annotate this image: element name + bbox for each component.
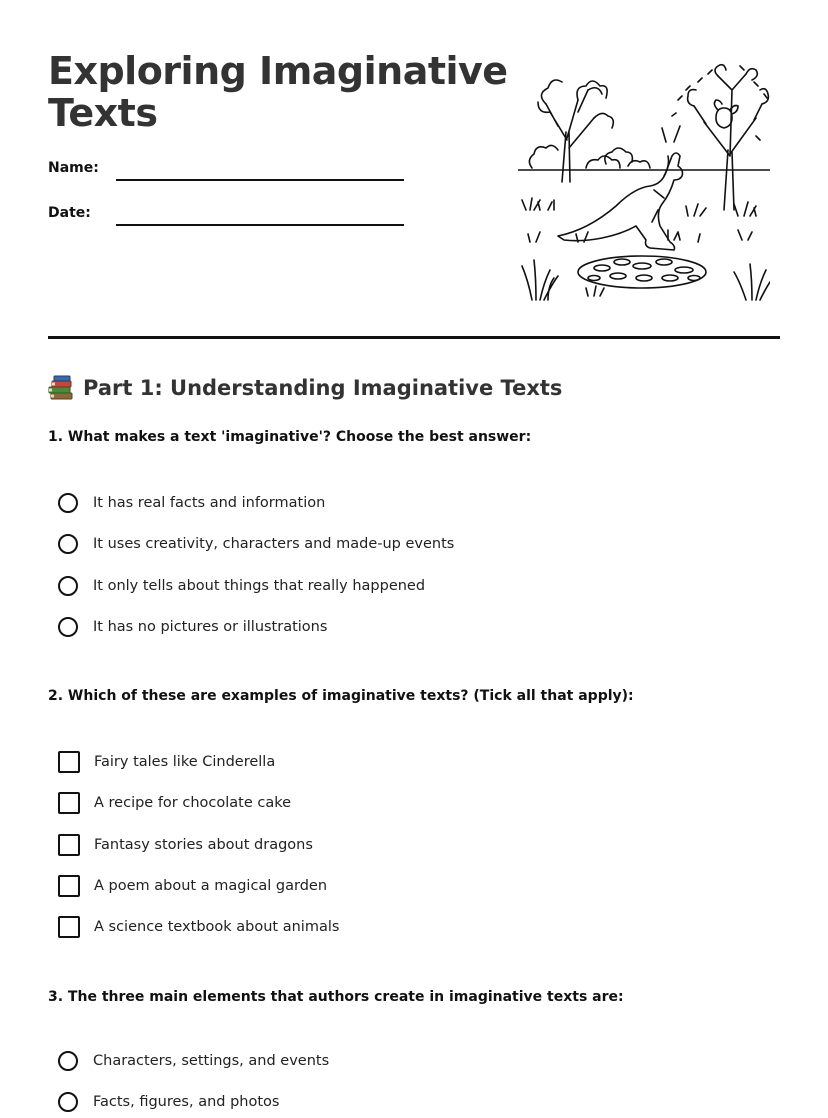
- part-1-heading: [48, 374, 562, 402]
- worksheet-title: [48, 50, 508, 134]
- radio-button[interactable]: [58, 1051, 78, 1071]
- q1-option-3[interactable]: [58, 573, 425, 599]
- q1-option-2[interactable]: [58, 531, 454, 557]
- radio-button[interactable]: [58, 1092, 78, 1112]
- option-label: Facts, figures, and photos: [93, 1094, 280, 1110]
- part-1-title: Part 1: Understanding Imaginative Texts: [83, 376, 563, 400]
- radio-button[interactable]: [58, 534, 78, 554]
- checkbox[interactable]: [58, 751, 80, 773]
- checkbox[interactable]: [58, 834, 80, 856]
- name-label: Name:: [48, 160, 99, 176]
- option-label: A recipe for chocolate cake: [94, 795, 292, 811]
- q2-option-2[interactable]: [58, 790, 291, 816]
- checkbox[interactable]: [58, 875, 80, 897]
- q2-option-4[interactable]: [58, 873, 327, 899]
- option-label: Fantasy stories about dragons: [94, 837, 313, 853]
- q2-option-3[interactable]: [58, 832, 313, 858]
- question-1: 1. What makes a text 'imaginative'? Choose the best answer:: [48, 429, 532, 445]
- option-label: It uses creativity, characters and made-up events: [93, 536, 455, 552]
- name-line[interactable]: [116, 179, 404, 181]
- q1-option-4[interactable]: [58, 614, 327, 640]
- q3-option-1[interactable]: [58, 1048, 329, 1074]
- radio-button[interactable]: [58, 617, 78, 637]
- kangaroo-illustration: [518, 60, 770, 304]
- question-3: 3. The three main elements that authors create in imaginative texts are:: [48, 989, 624, 1005]
- q1-option-1[interactable]: [58, 490, 325, 516]
- option-label: A science textbook about animals: [94, 919, 340, 935]
- question-2: 2. Which of these are examples of imaginative texts? (Tick all that apply):: [48, 688, 634, 704]
- option-label: It has real facts and information: [93, 495, 326, 511]
- date-line[interactable]: [116, 224, 404, 226]
- q3-option-2[interactable]: [58, 1089, 279, 1115]
- date-label: Date:: [48, 205, 91, 221]
- title-line-2: Texts: [48, 91, 158, 135]
- option-label: It only tells about things that really happened: [93, 578, 426, 594]
- option-label: Characters, settings, and events: [93, 1053, 330, 1069]
- checkbox[interactable]: [58, 792, 80, 814]
- option-label: Fairy tales like Cinderella: [94, 754, 276, 770]
- header-divider: [48, 336, 780, 339]
- option-label: It has no pictures or illustrations: [93, 619, 328, 635]
- q2-option-5[interactable]: [58, 914, 339, 940]
- radio-button[interactable]: [58, 576, 78, 596]
- title-line-1: Exploring Imaginative: [48, 49, 508, 93]
- radio-button[interactable]: [58, 493, 78, 513]
- option-label: A poem about a magical garden: [94, 878, 328, 894]
- checkbox[interactable]: [58, 916, 80, 938]
- books-icon: [48, 374, 74, 402]
- q2-option-1[interactable]: [58, 749, 275, 775]
